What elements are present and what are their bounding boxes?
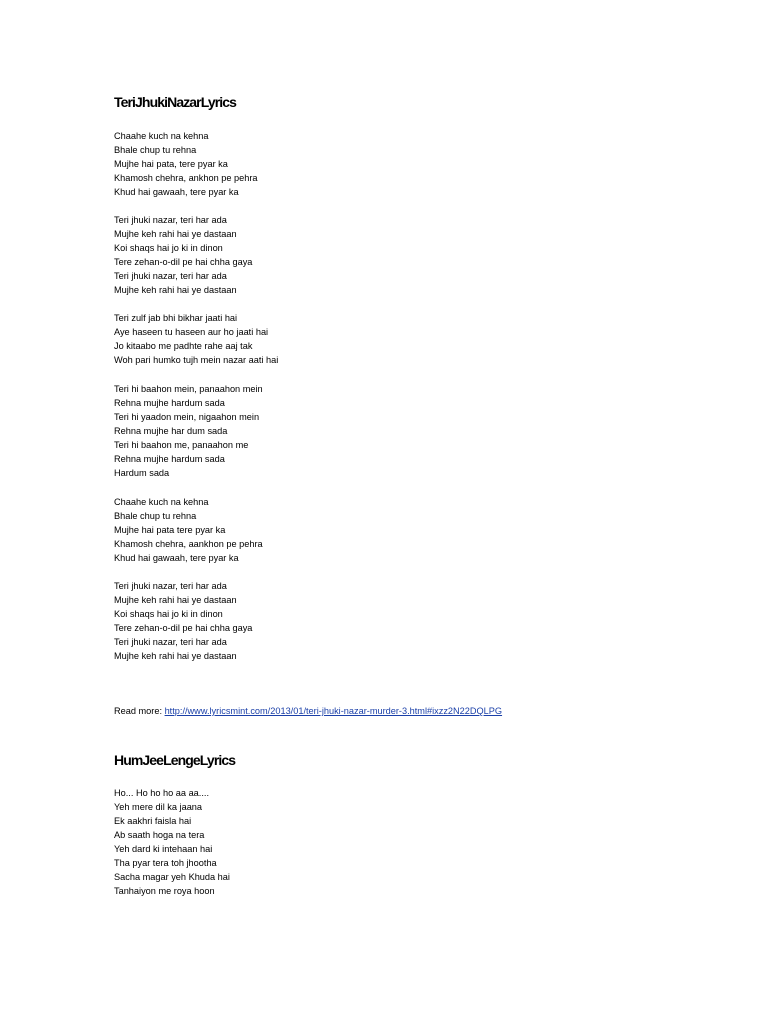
lyric-line: Rehna mujhe hardum sada xyxy=(114,398,225,408)
read-more-label: Read more: xyxy=(114,706,165,716)
lyric-line: Chaahe kuch na kehna xyxy=(114,497,209,507)
lyric-line: Khud hai gawaah, tere pyar ka xyxy=(114,187,239,197)
lyric-line: Tha pyar tera toh jhootha xyxy=(114,858,217,868)
lyric-line: Rehna mujhe har dum sada xyxy=(114,426,228,436)
lyric-line: Ek aakhri faisla hai xyxy=(114,816,192,826)
lyric-line: Mujhe keh rahi hai ye dastaan xyxy=(114,229,237,239)
song-title-hum-jee-lenge: HumJeeLengeLyrics xyxy=(114,752,236,768)
lyric-line: Tere zehan-o-dil pe hai chha gaya xyxy=(114,257,253,267)
lyric-line: Teri hi baahon mein, panaahon mein xyxy=(114,384,263,394)
lyric-line: Khamosh chehra, ankhon pe pehra xyxy=(114,173,258,183)
lyric-line: Tere zehan-o-dil pe hai chha gaya xyxy=(114,623,253,633)
read-more-line xyxy=(114,704,502,718)
lyric-line: Khud hai gawaah, tere pyar ka xyxy=(114,553,239,563)
lyric-line: Khamosh chehra, aankhon pe pehra xyxy=(114,539,263,549)
lyric-line: Aye haseen tu haseen aur ho jaati hai xyxy=(114,327,269,337)
lyric-line: Mujhe hai pata, tere pyar ka xyxy=(114,159,228,169)
lyric-line: Mujhe keh rahi hai ye dastaan xyxy=(114,651,237,661)
stanza-2 xyxy=(114,213,252,297)
lyric-line: Rehna mujhe hardum sada xyxy=(114,454,225,464)
lyric-line: Jo kitaabo me padhte rahe aaj tak xyxy=(114,341,253,351)
stanza-hum-jee-lenge-1 xyxy=(114,786,230,898)
lyrics-source-link[interactable]: http://www.lyricsmint.com/2013/01/teri-jhuki-nazar-murder-3.html#ixzz2N22DQLPG xyxy=(164,706,503,716)
stanza-1 xyxy=(114,129,258,199)
lyric-line: Mujhe keh rahi hai ye dastaan xyxy=(114,285,237,295)
lyric-line: Yeh mere dil ka jaana xyxy=(114,802,203,812)
lyric-line: Teri jhuki nazar, teri har ada xyxy=(114,271,227,281)
lyric-line: Sacha magar yeh Khuda hai xyxy=(114,872,230,882)
lyric-line: Teri jhuki nazar, teri har ada xyxy=(114,581,227,591)
lyric-line: Teri zulf jab bhi bikhar jaati hai xyxy=(114,313,238,323)
lyric-line: Tanhaiyon me roya hoon xyxy=(114,886,215,896)
stanza-3 xyxy=(114,311,278,367)
lyric-line: Teri jhuki nazar, teri har ada xyxy=(114,637,227,647)
lyric-line: Teri hi yaadon mein, nigaahon mein xyxy=(114,412,260,422)
lyric-line: Mujhe hai pata tere pyar ka xyxy=(114,525,226,535)
stanza-5 xyxy=(114,495,263,565)
lyric-line: Ab saath hoga na tera xyxy=(114,830,205,840)
song-title-teri-jhuki-nazar: TeriJhukiNazarLyrics xyxy=(114,94,237,110)
lyric-line: Teri hi baahon me, panaahon me xyxy=(114,440,249,450)
lyric-line: Yeh dard ki intehaan hai xyxy=(114,844,213,854)
lyric-line: Bhale chup tu rehna xyxy=(114,145,197,155)
lyric-line: Ho... Ho ho ho aa aa.... xyxy=(114,788,209,798)
lyric-line: Mujhe keh rahi hai ye dastaan xyxy=(114,595,237,605)
lyric-line: Chaahe kuch na kehna xyxy=(114,131,209,141)
stanza-4 xyxy=(114,382,263,480)
lyric-line: Hardum sada xyxy=(114,468,170,478)
lyric-line: Bhale chup tu rehna xyxy=(114,511,197,521)
stanza-6 xyxy=(114,579,252,663)
lyric-line: Koi shaqs hai jo ki in dinon xyxy=(114,243,223,253)
lyric-line: Woh pari humko tujh mein nazar aati hai xyxy=(114,355,279,365)
lyric-line: Koi shaqs hai jo ki in dinon xyxy=(114,609,223,619)
lyric-line: Teri jhuki nazar, teri har ada xyxy=(114,215,227,225)
